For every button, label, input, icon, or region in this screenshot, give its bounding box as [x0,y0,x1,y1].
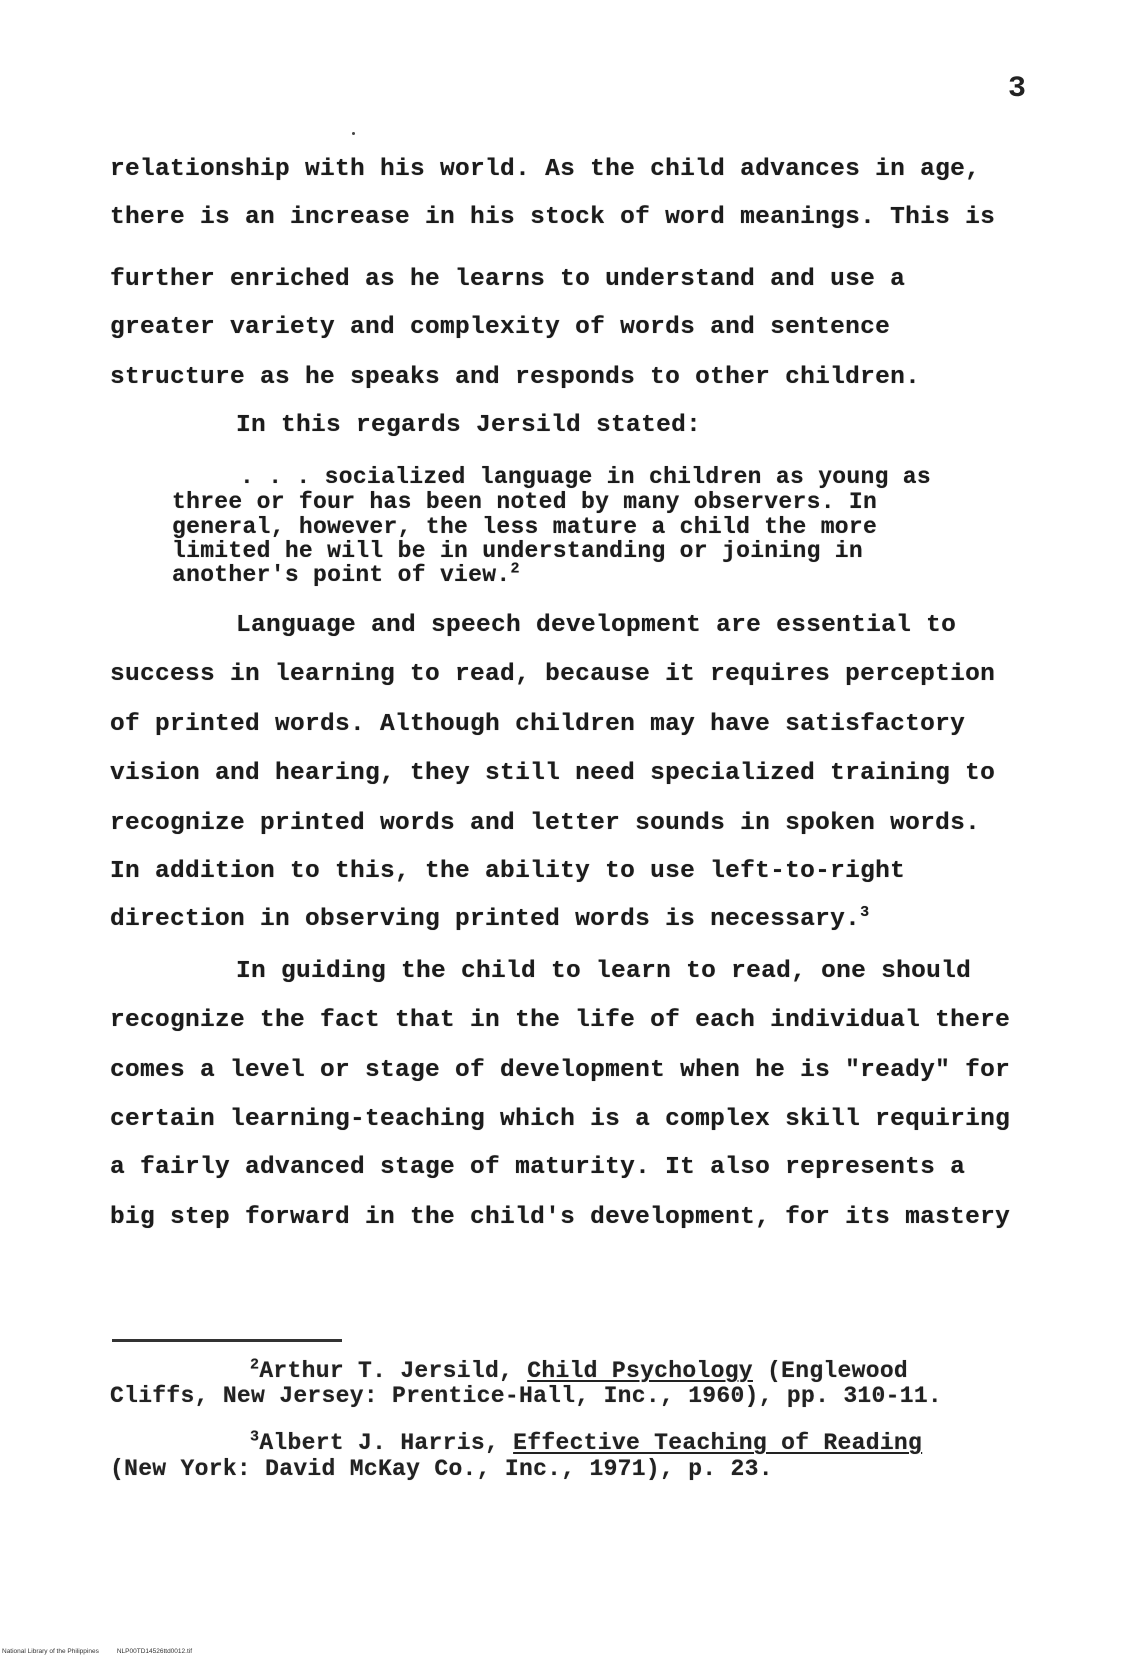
body-line: greater variety and complexity of words and sentence [110,314,891,341]
body-line: further enriched as he learns to understand and use a [110,266,906,293]
body-line: recognize the fact that in the life of each individual there [110,1007,1011,1034]
body-line: there is an increase in his stock of word meanings. This is [110,204,996,231]
quote-line: three or four has been noted by many observers. In [172,489,878,515]
footnote-2-author: Arthur T. Jersild, [259,1358,528,1384]
quote-line: limited he will be in understanding or joining in [172,538,864,564]
footnote-marker-2: 2 [250,1356,260,1374]
footnote-2-line1 [250,1358,908,1384]
footnote-2-title: Child Psychology [527,1358,753,1384]
body-line-last [110,903,870,933]
footnote-3-line2: (New York: David McKay Co., Inc., 1971), p. 23. [110,1456,773,1482]
footnote-3-author: Albert J. Harris, [259,1430,514,1456]
archive-file-id: NLP00TD14526ttd0012.tif [116,1648,193,1655]
body-line: recognize printed words and letter sounds in spoken words. [110,810,981,837]
body-line: In guiding the child to learn to read, one should [236,958,972,985]
footnote-ref-2: 2 [510,560,520,578]
footnote-2-publisher-start: (Englewood [752,1358,909,1384]
body-line: of printed words. Although children may have satisfactory [110,711,966,738]
footnote-3-line1 [250,1430,922,1456]
quote-intro: In this regards Jersild stated: [236,412,702,439]
archive-institution: National Library of the Philippines [2,1648,99,1655]
body-line: certain learning-teaching which is a complex skill requiring [110,1106,1011,1133]
scan-speck [352,132,355,135]
quote-line-last [172,562,520,588]
footnote-3-title: Effective Teaching of Reading [513,1430,923,1456]
archive-footer [2,1648,192,1655]
body-line: a fairly advanced stage of maturity. It also represents a [110,1154,966,1181]
footnote-2-line2: Cliffs, New Jersey: Prentice-Hall, Inc., 1960), pp. 310-11. [110,1383,943,1409]
page-number: 3 [1008,72,1027,106]
body-line: success in learning to read, because it requires perception [110,661,996,688]
body-line: comes a level or stage of development when he is "ready" for [110,1057,1011,1084]
body-line: relationship with his world. As the child advances in age, [110,156,981,183]
body-line: Language and speech development are essential to [236,612,957,639]
footnote-rule [112,1339,342,1342]
quote-line: general, however, the less mature a child the more [172,514,878,540]
quote-line: . . . socialized language in children as young as [240,464,932,490]
body-line: In addition to this, the ability to use left-to-right [110,858,906,885]
quote-text: another's point of view. [172,562,511,588]
body-line: vision and hearing, they still need specialized training to [110,760,996,787]
body-line: big step forward in the child's development, for its mastery [110,1204,1011,1231]
body-line: structure as he speaks and responds to other children. [110,364,921,391]
footnote-marker-3: 3 [250,1428,260,1446]
body-text: direction in observing printed words is necessary. [110,906,861,933]
footnote-ref-3: 3 [860,903,870,921]
